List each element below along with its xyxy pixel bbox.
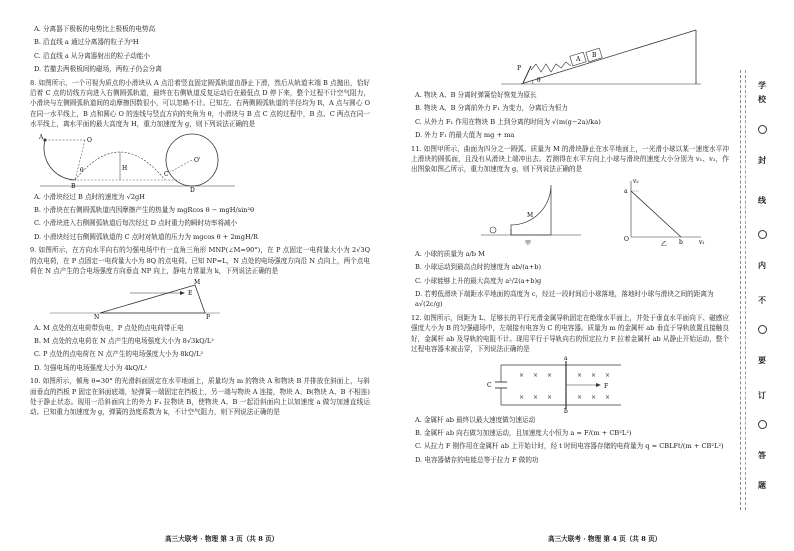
q7-option-c: C. 沿直线 a 从分离器射出的粒子动能小 [34, 51, 151, 60]
seal-dashed-line [745, 70, 746, 510]
q9-label-p: P [206, 313, 211, 321]
q12-option-d: D. 电容器储存的电能总等于拉力 F 做的功 [415, 455, 539, 464]
q8-option-c: C. 小滑块进入右侧圆弧轨道后每次经过 D 点时重力的瞬时功率将减小 [34, 219, 238, 228]
q9-option-a: A. M 点处的点电荷带负电，P 点处的点电荷带正电 [34, 323, 184, 332]
q11-label-a: a [624, 187, 628, 195]
ring-icon [758, 230, 767, 239]
q10-label-b: B [592, 52, 597, 59]
q11-label-v1: v₁ [699, 238, 705, 246]
seal-char: 线 [758, 195, 766, 205]
ring-icon [758, 420, 767, 429]
svg-text:×: × [605, 393, 611, 401]
svg-text:×: × [577, 393, 583, 401]
seal-char: 学 [758, 80, 766, 90]
q11-label-b: b [679, 238, 683, 246]
right-page-footer: 高三大联考 · 物理 第 4 页（共 8 页） [548, 535, 662, 543]
q8-label-theta: θ [80, 166, 84, 174]
q8-label-o-prime: O' [194, 156, 201, 164]
q11-option-a: A. 小球的质量为 a/b M [415, 249, 485, 258]
question-10 [30, 376, 370, 418]
q11-option-d: D. 若剪低滑块下端距水平地面的高度为 c，经过一段时间后小球落地，落地时小球与滑块之间的距离为 a√(2c/g) [415, 290, 714, 309]
q12-option-a: A. 金属杆 ab 最终以最大速度做匀速运动 [415, 415, 536, 424]
q9-figure [30, 279, 240, 321]
q10-option-c: C. 从外力 F₁ 作用在物块 B 上到分离的时间为 √(m(g−2a)/ka) [415, 117, 601, 126]
q7-option-b: B. 沿直线 a 通过分离器的粒子为³H [34, 38, 139, 47]
question-12 [411, 313, 729, 465]
svg-text:×: × [547, 371, 553, 379]
q12-figure [471, 354, 651, 415]
q10-option-d: D. 外力 F₁ 的最大值为 mg + ma [415, 131, 515, 140]
q12-option-c: C. 从拉力 F 刚作用在金属杆 ab 上开始计时，经 t 时间电容器存储的电荷量为 q = CBLFt/(m + CB²L²) [415, 442, 724, 451]
q11-option-b: B. 小球运动到最高点时的速度为 ab/(a+b) [415, 263, 542, 272]
q10-label-theta: θ [537, 77, 541, 84]
svg-text:×: × [519, 393, 525, 401]
q9-label-m: M [194, 278, 201, 286]
svg-text:×: × [605, 371, 611, 379]
q11-stem: 11. 如图甲所示，曲面为四分之一圆弧、质量为 M 的滑块静止在水平地面上，一光滑小球以某一速度水平冲上滑块的圆弧面，且没有从滑块上端冲出去。若测得在水平方向上小球与滑块的速度大小分别为 v₁、v₂，作出图象如图乙所示，重力加速度为 g，则下列说法正确的是 [411, 144, 729, 174]
q10-option-a: A. 物块 A、B 分离时弹簧恰好恢复为原长 [415, 91, 537, 99]
q12-label-c: C [487, 381, 492, 389]
q9-label-e: E [188, 289, 193, 297]
right-page-column [411, 24, 729, 468]
seal-ring [755, 325, 769, 334]
q8-option-a: A. 小滑块经过 B 点时的速度为 √2gH [34, 192, 145, 201]
seal-char: 订 [758, 390, 766, 400]
seal-char: 题 [758, 480, 766, 490]
q11-option-c: C. 小球能够上升的最大高度为 a²/2(a+b)g [415, 276, 542, 285]
q12-label-f: F [604, 382, 609, 390]
q8-label-d: D [190, 186, 195, 194]
q11-figure [481, 177, 731, 247]
q8-option-d: D. 小滑块经过右侧圆弧轨道的 C 点时对轨道的压力为 mgcos θ + 2mgH/R [34, 232, 258, 241]
left-page-footer: 高三大联考 · 物理 第 3 页（共 8 页） [165, 535, 279, 543]
svg-text:×: × [547, 393, 553, 401]
q7-options [30, 24, 370, 75]
q10-label-p: P [517, 65, 522, 72]
question-9 [30, 245, 370, 373]
seal-ring [755, 420, 769, 429]
question-8 [30, 78, 370, 243]
svg-text:×: × [591, 371, 597, 379]
q12-stem: 12. 如图所示，间距为 L、足够长的平行光滑金属导轨固定在绝缘水平面上，并处于垂直水平面向下、磁感应强度大小为 B 的匀强磁场中，左端接有电容为 C 的电容器。质量为 m 的金属杆 ab 垂直于导轨放置且接触良好，金属杆 ab 及导轨的电阻不计。现用平行于导轨向右的恒定拉力 F 拉着金属杆 ab 从静止开始运动，整个过程电容器未被击穿，下列说法正确的是 [411, 313, 729, 354]
q8-option-b: B. 小滑块在右侧圆弧轨道内因摩擦产生的热量为 mgRcos θ − mgH/sin²θ [34, 206, 255, 215]
seal-ring [755, 230, 769, 239]
svg-text:×: × [533, 393, 539, 401]
svg-text:×: × [519, 371, 525, 379]
ring-icon [758, 325, 767, 334]
q8-label-b: B [71, 182, 76, 190]
left-page-column [30, 24, 370, 419]
q8-label-a: A [39, 133, 44, 141]
q8-label-c: C [164, 170, 169, 178]
q11-label-jia: 甲 [525, 239, 532, 247]
q8-stem: 8. 如图所示，一个可视为质点的小滑块从 A 点沿着竖直固定圆弧轨道由静止下滑，然后从轨道末端 B 点抛出，恰好沿着 C 点的切线方向进入右侧圆弧轨道，最终在右侧轨道反复运动后在最低点 D 停下来，整个过程不计空气阻力，小滑块与左侧圆弧轨道间的动摩擦因数很小，可以忽略不计。已知左、右两侧圆弧轨道的半径均为 R，A 点与圆心 O 在同一水平线上，B 点和圆心 O 的连线与竖直方向的夹角为 θ，小滑块与 B 点 C 点的过程中，B 点、C 两点在同一水平线上，离水平面的最大高度为 H，重力加速度为 g，则下列说法正确的是 [30, 78, 370, 129]
q10-option-b: B. 物块 A、B 分离前外力 F₁ 为变力，分离后为恒力 [415, 104, 568, 113]
seal-ring [755, 125, 769, 134]
q11-label-o: O [624, 235, 629, 243]
svg-text:×: × [591, 393, 597, 401]
seal-char: 校 [758, 94, 766, 104]
seal-char: 不 [758, 295, 766, 305]
q10-stem: 10. 如图所示，倾角 θ=30° 的光滑斜面固定在水平地面上，质量均为 m 的物块 A 和物块 B 并排放在斜面上，与斜面垂直的挡板 P 固定在斜面底端，轻弹簧一端固定在挡板上，另一端与物块 A 连接，物块 A、B(物块 A、B 不相连)处于静止状态。现用一沿斜面向上的外力 F₁ 拉物块 B，使物块 A、B 一起沿斜面向上以加速度 a 做匀加速直线运动。已知重力加速度为 g，弹簧的劲度系数为 k，不计空气阻力，则下列说法正确的是 [30, 377, 370, 417]
q9-stem: 9. 如图所示，在方向水平向右的匀强电场中有一直角三角形 MNP(∠M=90°)，在 P 点固定一电荷量大小为 2√3Q 的点电荷，在 P 点固定一电荷量大小为 8Q 的点电荷。已知 NP=L，N 点处的电场强度方向沿 N 点向上，两个点电荷在 N 点产生的合电场强度方向垂直 NP 向上，静电力常量为 k，下列说法正确的是 [30, 246, 370, 276]
q12-label-a: a [564, 354, 568, 362]
svg-text:×: × [577, 371, 583, 379]
q9-option-c: C. P 点处的点电荷在 N 点产生的电场强度大小为 8kQ/L² [34, 350, 204, 359]
question-11 [411, 144, 729, 310]
q11-label-yi: 乙 [661, 240, 668, 248]
seal-char: 内 [758, 260, 766, 270]
q10-label-a: A [576, 56, 581, 63]
q9-option-d: D. 匀强电场的电场强度大小为 4kQ/L² [34, 363, 148, 372]
seal-char: 答 [758, 450, 766, 460]
seal-line-strip [740, 70, 781, 510]
seal-char: 要 [758, 355, 766, 365]
q9-option-b: B. M 点处的点电荷在 N 点产生的电场强度大小为 8√3kQ/L² [34, 336, 214, 345]
q12-option-b: B. 金属杆 ab 向右做匀加速运动，且加速度大小恒为 a = F/(m + CB²L²) [415, 428, 632, 437]
q11-label-v2: v₂ [633, 177, 639, 185]
q8-label-o: O [87, 136, 92, 144]
q10-figure [501, 26, 721, 88]
q8-figure [30, 132, 240, 194]
q8-label-h: H [122, 164, 128, 172]
q7-option-d: D. 若撤去两极板间的磁场，两粒子仍会分离 [34, 65, 162, 74]
q11-label-m: M [527, 211, 534, 219]
ring-icon [758, 125, 767, 134]
seal-char: 封 [758, 155, 766, 165]
q9-label-n: N [94, 313, 100, 321]
q7-option-a: A. 分离器下极板的电势比上极板的电势高 [34, 25, 156, 33]
q10-options [411, 90, 729, 141]
q12-label-b: b [564, 407, 568, 415]
svg-text:×: × [533, 371, 539, 379]
